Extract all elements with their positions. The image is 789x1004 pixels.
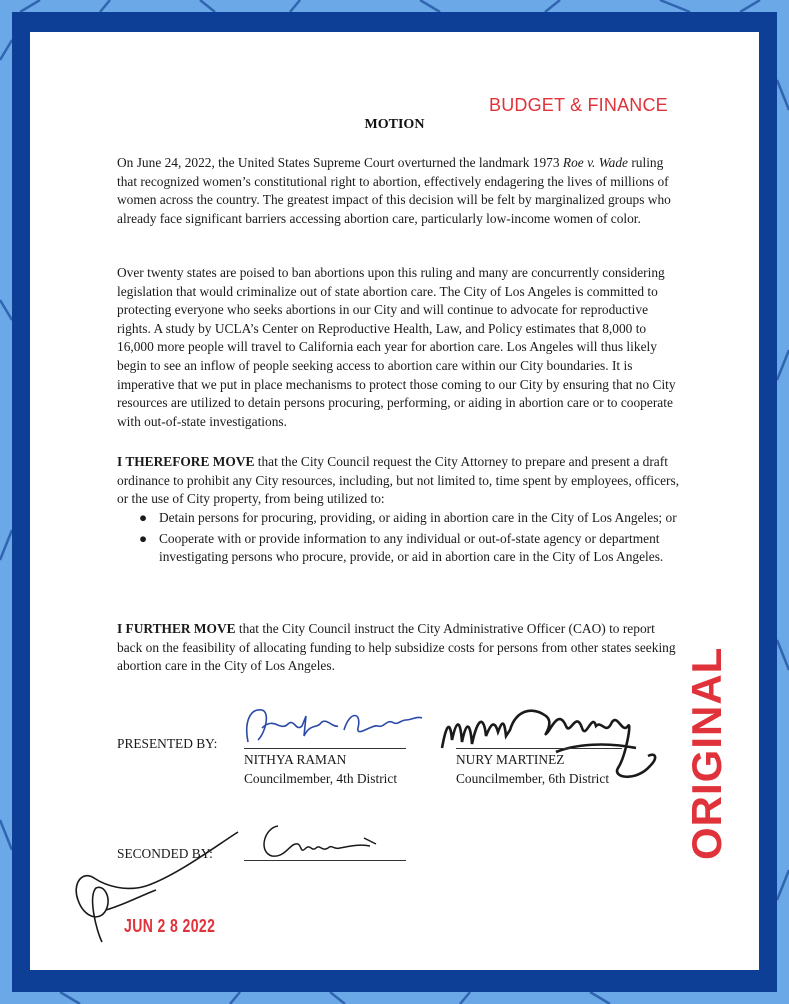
- list-item: ● Cooperate with or provide information to any individual or out-of-state agency or department investigating persons who procure, provide, or aid in abortion care in the City of Los Angeles.: [139, 530, 664, 565]
- document-title: MOTION: [364, 117, 425, 132]
- signature-line: [456, 748, 622, 749]
- budget-finance-stamp: BUDGET & FINANCE: [489, 95, 668, 115]
- motion-bullet-list: [117, 509, 677, 569]
- signature-seconder: [250, 818, 400, 864]
- date-received-stamp: JUN 2 8 2022: [124, 916, 216, 936]
- signer1-name: NITHYA RAMAN: [244, 752, 347, 767]
- paragraph-therefore-move: I THEREFORE MOVE that the City Council request the City Attorney to prepare and present a draft ordinance to prohibit any City resources, including, but not limited to, time spent by employees, officers, or the use of City property, from being utilized to:: [117, 454, 680, 507]
- signature-raman: [240, 702, 430, 752]
- bullet-icon: ●: [139, 530, 148, 546]
- paragraph-further-move: I FURTHER MOVE that the City Council instruct the City Administrative Officer (CAO) to report back on the feasibility of allocating funding to help subsidize costs for persons from other states seeking abortion care in the City of Los Angeles.: [117, 621, 676, 674]
- list-item: ● Detain persons for procuring, providing, or aiding in abortion care in the City of Los Angeles; or: [117, 509, 677, 528]
- signature-line: [244, 748, 406, 749]
- signature-line: [244, 860, 406, 861]
- presented-by-label: PRESENTED BY:: [117, 736, 218, 751]
- signer2-title: Councilmember, 6th District: [456, 771, 610, 786]
- paragraph-ruling: On June 24, 2022, the United States Supreme Court overturned the landmark 1973 Roe v. Wade ruling that recognized women’s constitutional right to abortion, effectively endagering the lives of millions of women across the country. The greatest impact of this decision will be felt by marginalized groups who already face significant barriers accessing abortion care, particularly low-income women of color.: [117, 155, 671, 226]
- signer1-title: Councilmember, 4th District: [244, 771, 398, 786]
- signer2-name: NURY MARTINEZ: [456, 752, 565, 767]
- bullet-icon: ●: [139, 510, 148, 525]
- paragraph-context: Over twenty states are poised to ban abortions upon this ruling and many are concurrently considering legislation that would criminalize out of state abortion care. The City of Los Angeles is committed to protecting everyone who seeks abortions in our City and will continue to advocate for reproductive rights. A study by UCLA’s Center on Reproductive Health, Law, and Policy estimates that 8,000 to 16,000 more people will travel to California each year for abortion care. Los Angeles will thus likely begin to see an inflow of people seeking access to abortion care within our City boundaries. It is imperative that we put in place mechanisms to protect those coming to our City by ensuring that no City resources are utilized to detain persons procuring, performing, or aiding in abortion care or to cooperate with out-of-state investigations.: [117, 265, 676, 429]
- case-name: Roe v. Wade: [562, 155, 628, 170]
- seconded-by-label: SECONDED BY:: [117, 846, 213, 861]
